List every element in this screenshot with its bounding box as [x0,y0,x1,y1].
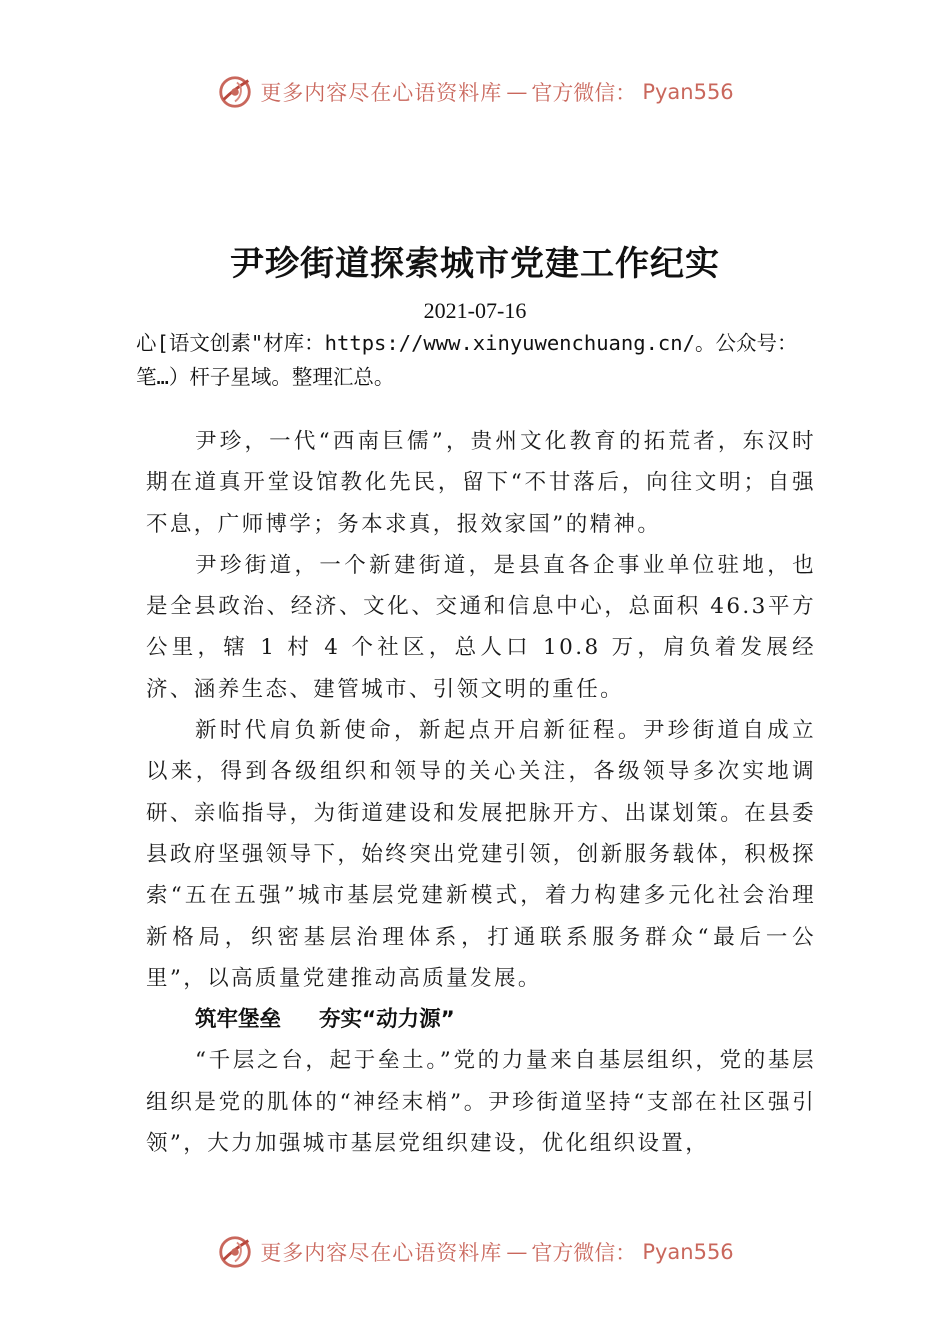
section-heading [146,999,816,1040]
paragraph: 尹珍，一代“西南巨儒”，贵州文化教育的拓荒者，东汉时期在道真开堂设馆教化先民，留下“不甘落后，向往文明；自强不息，广师博学；务本求真，报效家国”的精神。 [146,429,816,537]
watermark-banner-top [0,70,950,114]
paragraph: “千层之台，起于垒土。”党的力量来自基层组织，党的基层组织是党的肌体的“神经末梢”。尹珍街道坚持“支部在社区强引领”，大力加强城市基层党组织建设，优化组织设置， [146,1048,816,1157]
article-date: 2021-07-16 [423,298,527,323]
section-heading-part1: 筑牢堡垒 [195,1007,282,1033]
watermark-text: 更多内容尽在心语资料库 [260,1241,503,1265]
article-title: 尹珍街道探索城市党建工作纪实 [230,244,720,284]
paragraph: 新时代肩负新使命，新起点开启新征程。尹珍街道自成立以来，得到各级组织和领导的关心关注，各级领导多次实地调研、亲临指导，为街道建设和发展把脉开方、出谋划策。在县委县政府坚强领导下，始终突出党建引领，创新服务载体，积极探索“五在五强”城市基层党建新模式，着力构建多元化社会治理新格局，织密基层治理体系，打通联系服务群众“最后一公里”，以高质量党建推动高质量发展。 [146,718,816,991]
logo-icon [216,73,254,111]
watermark-wechat-id: Pyan556 [642,1240,734,1264]
section-heading-part2: 夯实“动力源” [319,1007,455,1033]
watermark-wechat-label: 官方微信： [531,81,637,105]
logo-icon [216,1233,254,1271]
watermark-wechat-label: 官方微信： [531,1241,637,1265]
watermark-separator: — [506,80,528,104]
watermark-banner-bottom [0,1230,950,1274]
article-source: 心[语文创素"材库：https://www.xinyuwenchuang.cn/。公众号：笔…）杆子星域。整理汇总。 [136,331,798,389]
paragraph: 尹珍街道，一个新建街道，是县直各企事业单位驻地，也是全县政治、经济、文化、交通和信息中心，总面积 46.3平方公里，辖 1 村 4 个社区，总人口 10.8 万，肩负着发展经济、涵养生态、建管城市、引领文明的重任。 [146,552,816,702]
article-body [146,421,816,1164]
watermark-wechat-id: Pyan556 [642,80,734,104]
watermark-separator: — [506,1240,528,1264]
watermark-text: 更多内容尽在心语资料库 [260,81,503,105]
